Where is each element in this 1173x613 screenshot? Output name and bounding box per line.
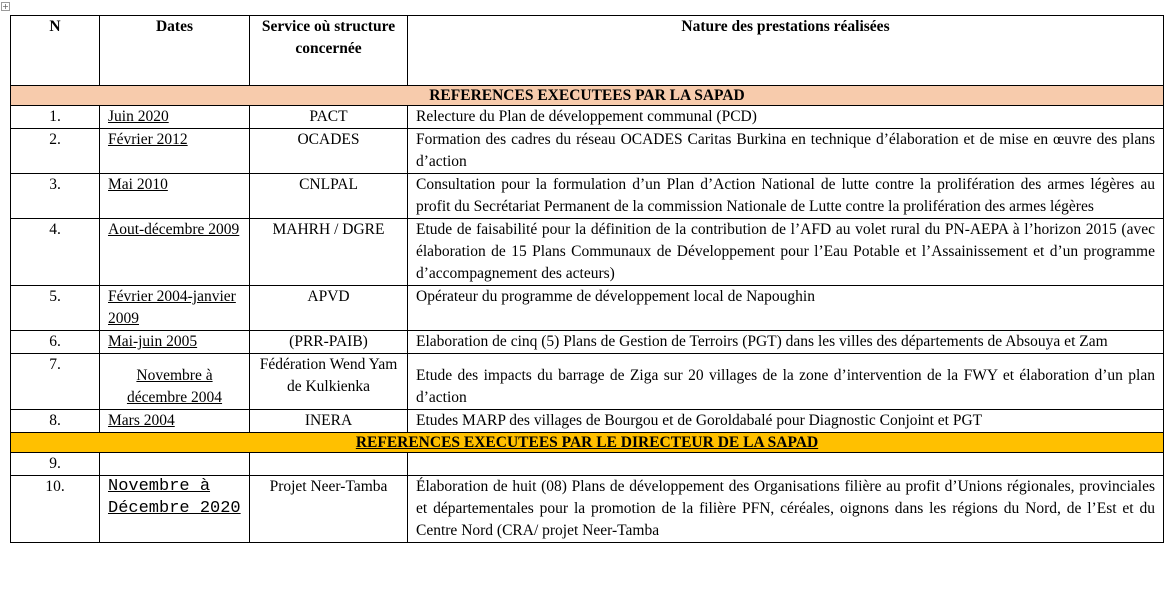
row-nature: Etude de faisabilité pour la définition de la contribution de l’AFD au volet rural du PN-AEPA à l’horizon 2015 (avec élaboration de 15 Plans Communaux de Développement pour l’Eau Potable et l’Assainissement et d’un programme d’accompagnement des acteurs) <box>408 219 1164 286</box>
row-service: Fédération Wend Yam de Kulkienka <box>250 354 408 410</box>
row-nature <box>408 453 1164 476</box>
row-date: Mars 2004 <box>100 410 250 433</box>
section-row-sapad <box>11 86 1164 106</box>
row-service: Projet Neer-Tamba <box>250 476 408 543</box>
row-service: CNLPAL <box>250 174 408 219</box>
table-row <box>11 106 1164 129</box>
row-date: Mai 2010 <box>100 174 250 219</box>
header-dates: Dates <box>100 16 250 86</box>
header-nature: Nature des prestations réalisées <box>408 16 1164 86</box>
row-number: 10. <box>11 476 100 543</box>
row-date: Mai-juin 2005 <box>100 331 250 354</box>
row-service <box>250 453 408 476</box>
row-nature: Formation des cadres du réseau OCADES Caritas Burkina en technique d’élaboration et de mise en œuvre des plans d’action <box>408 129 1164 174</box>
table-row <box>11 286 1164 331</box>
row-service: PACT <box>250 106 408 129</box>
row-number: 6. <box>11 331 100 354</box>
row-date: Novembre à décembre 2004 <box>100 354 250 410</box>
table-row <box>11 476 1164 543</box>
section-title-director: REFERENCES EXECUTEES PAR LE DIRECTEUR DE LA SAPAD <box>11 433 1164 453</box>
row-number: 4. <box>11 219 100 286</box>
header-service: Service où structure concernée <box>250 16 408 86</box>
header-row <box>11 16 1164 86</box>
row-date <box>100 453 250 476</box>
row-number: 1. <box>11 106 100 129</box>
row-nature: Élaboration de huit (08) Plans de développement des Organisations filière au profit d’Unions régionales, provinciales et départementales pour la promotion de la filière PFN, céréales, oignons dans les régions du Nord, de l’Est et du Centre Nord (CRA/ projet Neer-Tamba <box>408 476 1164 543</box>
table-row <box>11 129 1164 174</box>
table-row <box>11 331 1164 354</box>
references-table <box>10 15 1164 543</box>
row-service: OCADES <box>250 129 408 174</box>
row-nature: Relecture du Plan de développement communal (PCD) <box>408 106 1164 129</box>
row-nature: Etudes MARP des villages de Bourgou et de Goroldabalé pour Diagnostic Conjoint et PGT <box>408 410 1164 433</box>
row-number: 9. <box>11 453 100 476</box>
table-row <box>11 410 1164 433</box>
table-row <box>11 174 1164 219</box>
section-row-director <box>11 433 1164 453</box>
table-row <box>11 219 1164 286</box>
row-service: MAHRH / DGRE <box>250 219 408 286</box>
row-number: 2. <box>11 129 100 174</box>
row-number: 7. <box>11 354 100 410</box>
row-date: Juin 2020 <box>100 106 250 129</box>
row-date: Février 2012 <box>100 129 250 174</box>
row-nature: Elaboration de cinq (5) Plans de Gestion de Terroirs (PGT) dans les villes des départements de Absouya et Zam <box>408 331 1164 354</box>
table-row <box>11 354 1164 410</box>
row-nature: Consultation pour la formulation d’un Plan d’Action National de lutte contre la prolifération des armes légères au profit du Secrétariat Permanent de la commission Nationale de Lutte contre la prolifération des armes légères <box>408 174 1164 219</box>
row-nature: Opérateur du programme de développement local de Napoughin <box>408 286 1164 331</box>
table-row <box>11 453 1164 476</box>
row-number: 5. <box>11 286 100 331</box>
row-date: Novembre à Décembre 2020 <box>100 476 250 543</box>
row-number: 3. <box>11 174 100 219</box>
row-nature: Etude des impacts du barrage de Ziga sur 20 villages de la zone d’intervention de la FWY et élaboration d’un plan d’action <box>408 354 1164 410</box>
section-title-sapad: REFERENCES EXECUTEES PAR LA SAPAD <box>11 86 1164 106</box>
row-date: Février 2004-janvier 2009 <box>100 286 250 331</box>
table-move-handle-icon[interactable]: + <box>2 2 9 11</box>
row-date: Aout-décembre 2009 <box>100 219 250 286</box>
row-service: INERA <box>250 410 408 433</box>
row-service: (PRR-PAIB) <box>250 331 408 354</box>
row-service: APVD <box>250 286 408 331</box>
row-number: 8. <box>11 410 100 433</box>
header-n: N <box>11 16 100 86</box>
